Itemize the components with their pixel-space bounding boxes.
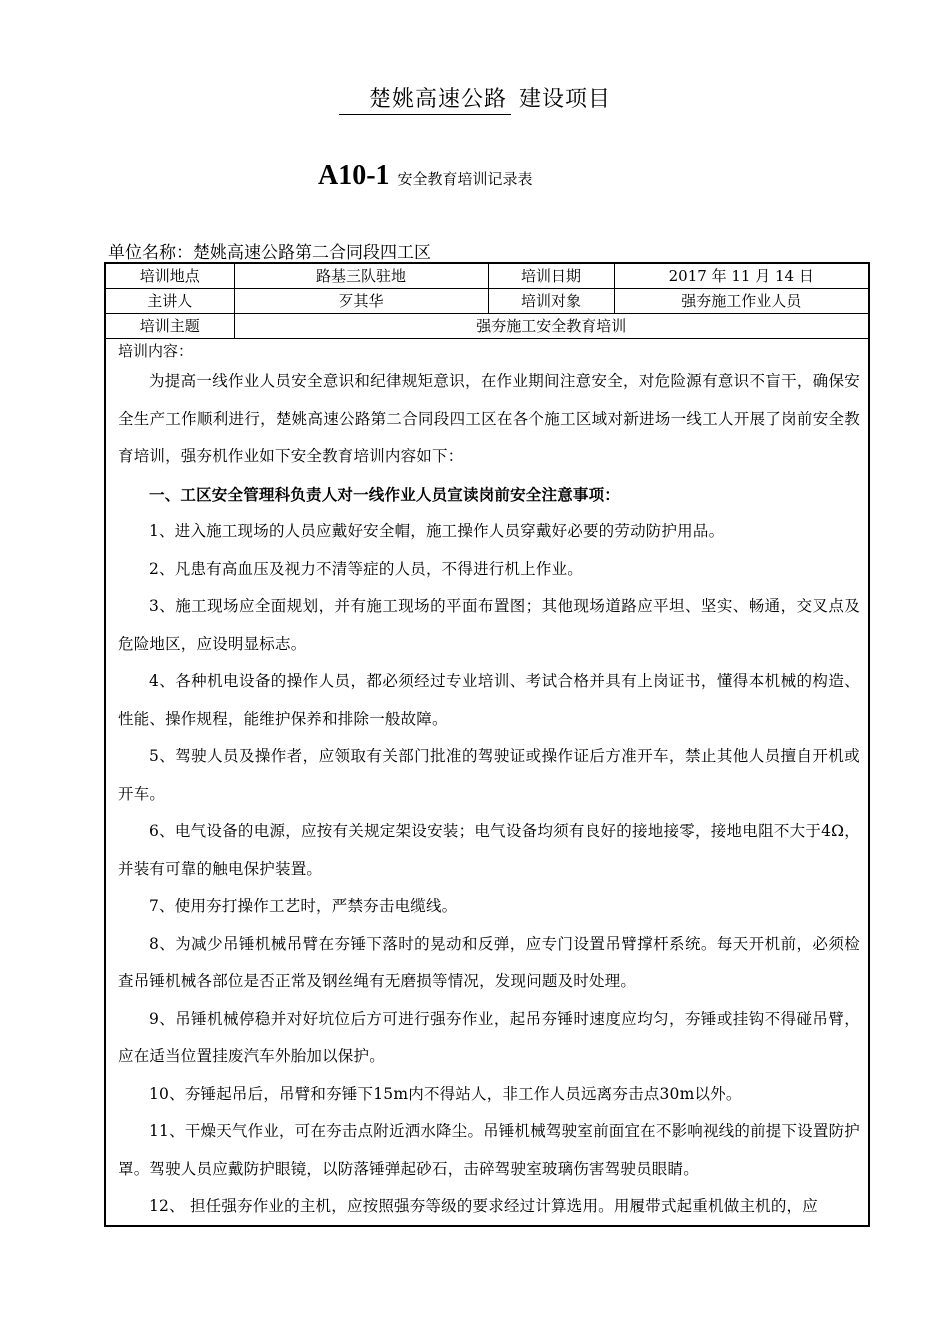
unit-line <box>108 238 431 263</box>
topic-label: 培训主题 <box>106 314 234 339</box>
training-content <box>106 339 868 1226</box>
content-paragraph: 11、干燥天气作业，可在夯击点附近洒水降尘。吊锤机械驾驶室前面宜在不影响视线的前提下设置防护罩。驾驶人员应戴防护眼镜，以防落锤弹起砂石，击碎驾驶室玻璃伤害驾驶员眼睛。 <box>118 1122 860 1178</box>
project-suffix: 建设项目 <box>519 87 612 112</box>
content-paragraph: 1、进入施工现场的人员应戴好安全帽，施工操作人员穿戴好必要的劳动防护用品。 <box>149 522 725 540</box>
info-table <box>106 264 868 339</box>
content-paragraph: 8、为减少吊锤机械吊臂在夯锤下落时的晃动和反弹，应专门设置吊臂撑杆系统。每天开机前，必须检查吊锤机械各部位是否正常及钢丝绳有无磨损等情况，发现问题及时处理。 <box>118 934 860 990</box>
project-title <box>339 82 611 115</box>
date-label: 培训日期 <box>488 264 614 289</box>
table-row <box>106 264 868 289</box>
date-value: 2017 年 11 月 14 日 <box>614 264 868 289</box>
content-label: 培训内容： <box>118 342 194 360</box>
content-paragraph: 9、吊锤机械停稳并对好坑位后方可进行强夯作业，起吊夯锤时速度应均匀，夯锤或挂钩不得碰吊臂，应在适当位置挂废汽车外胎加以保护。 <box>118 1009 860 1065</box>
unit-value: 楚姚高速公路第二合同段四工区 <box>193 243 431 263</box>
content-paragraph: 5、驾驶人员及操作者，应领取有关部门批准的驾驶证或操作证后方准开车，禁止其他人员擅自开机或开车。 <box>118 747 860 803</box>
location-label: 培训地点 <box>106 264 234 289</box>
speaker-label: 主讲人 <box>106 289 234 314</box>
target-label: 培训对象 <box>488 289 614 314</box>
table-row <box>106 289 868 314</box>
unit-label: 单位名称： <box>108 243 193 263</box>
content-paragraph: 为提高一线作业人员安全意识和纪律规矩意识，在作业期间注意安全，对危险源有意识不盲干，确保安全生产工作顺利进行，楚姚高速公路第二合同段四工区在各个施工区域对新进场一线工人开展了岗前安全教育培训，强夯机作业如下安全教育培训内容如下： <box>118 372 860 465</box>
content-paragraph: 12、 担任强夯作业的主机，应按照强夯等级的要求经过计算选用。用履带式起重机做主机的，应 <box>149 1197 818 1215</box>
speaker-value: 歹其华 <box>234 289 488 314</box>
record-form <box>104 262 870 1227</box>
project-name: 楚姚高速公路 <box>339 82 511 115</box>
form-code: A10-1 <box>318 160 390 191</box>
project-header <box>0 82 950 115</box>
content-paragraph: 2、凡患有高血压及视力不清等症的人员，不得进行机上作业。 <box>149 559 583 578</box>
content-paragraph: 4、各种机电设备的操作人员，都必须经过专业培训、考试合格并具有上岗证书，懂得本机械的构造、性能、操作规程，能维护保养和排除一般故障。 <box>118 672 860 728</box>
content-paragraph: 10、夯锤起吊后，吊臂和夯锤下15m内不得站人，非工作人员远离夯击点30m以外。 <box>149 1084 742 1103</box>
form-title <box>318 160 533 192</box>
section-heading: 一、工区安全管理科负责人对一线作业人员宣读岗前安全注意事项： <box>149 484 621 504</box>
content-paragraph: 3、施工现场应全面规划，并有施工现场的平面布置图；其他现场道路应平坦、坚实、畅通，交叉点及危险地区，应设明显标志。 <box>118 597 860 653</box>
form-name: 安全教育培训记录表 <box>397 170 533 188</box>
table-row <box>106 314 868 339</box>
topic-value: 强夯施工安全教育培训 <box>234 314 868 339</box>
content-paragraph: 7、使用夯打操作工艺时，严禁夯击电缆线。 <box>149 897 458 915</box>
content-paragraph: 6、电气设备的电源，应按有关规定架设安装；电气设备均须有良好的接地接零，接地电阻不大于4Ω，并装有可靠的触电保护装置。 <box>118 822 860 878</box>
location-value: 路基三队驻地 <box>234 264 488 289</box>
target-value: 强夯施工作业人员 <box>614 289 868 314</box>
